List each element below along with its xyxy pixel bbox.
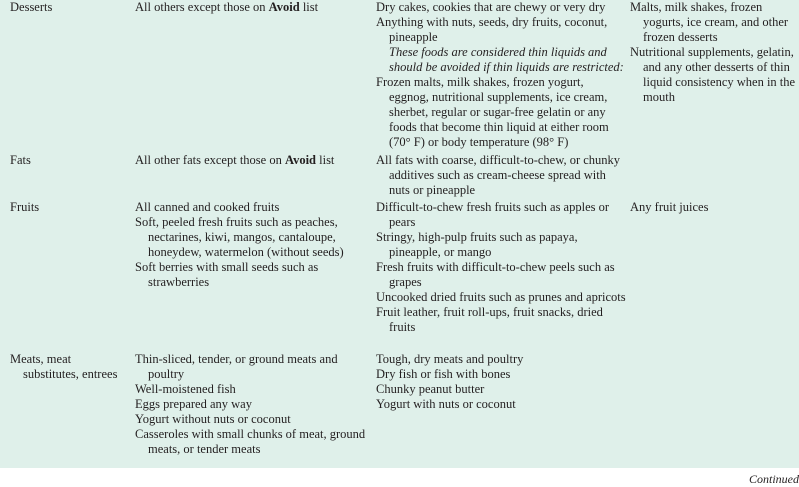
thin-liquid-note: These foods are considered thin liquids and should be avoided if thin liquids are restricted: (389, 45, 624, 74)
recommended-list (135, 352, 367, 457)
list-item: All other fats except those on Avoid list (135, 153, 335, 167)
list-item: All others except those on Avoid list (135, 0, 319, 14)
list-item: Anything with nuts, seeds, dry fruits, coconut, pineapple (376, 15, 608, 44)
avoid-list (376, 153, 626, 198)
list-item: Any fruit juices (630, 200, 709, 214)
avoid-list (376, 200, 626, 335)
emphasis: Avoid (268, 0, 300, 14)
list-item: Frozen malts, milk shakes, frozen yogurt, eggnog, nutritional supplements, ice cream, sherbet, regular or sugar-free gelatin or any foods that become thin liquid at either room (70° F) or body temperature (98° F) (376, 75, 609, 149)
list-item: Yogurt with nuts or coconut (376, 397, 516, 411)
row-category: Fats (10, 153, 31, 167)
list-item: Uncooked dried fruits such as prunes and apricots (376, 290, 626, 304)
avoid-list (376, 352, 626, 412)
list-item: Thin-sliced, tender, or ground meats and poultry (135, 352, 338, 381)
list-item: Difficult-to-chew fresh fruits such as apples or pears (376, 200, 610, 229)
recommended-list (135, 0, 367, 15)
list-item: Soft, peeled fresh fruits such as peaches, nectarines, kiwi, mangos, cantaloupe, honeydew, watermelon (without seeds) (135, 215, 344, 259)
continued-label: Continued (749, 472, 799, 486)
recommended-list (135, 200, 367, 290)
list-item: Nutritional supplements, gelatin, and any other desserts of thin liquid consistency when in the mouth (630, 45, 796, 104)
list-item: All fats with coarse, difficult-to-chew, or chunky additives such as cream-cheese spread with nuts or pineapple (376, 153, 621, 197)
emphasis: Avoid (284, 153, 316, 167)
list-item: Casseroles with small chunks of meat, ground meats, or tender meats (135, 427, 366, 456)
list-item: Dry fish or fish with bones (376, 367, 511, 381)
avoid-list (376, 0, 626, 150)
list-item: Tough, dry meats and poultry (376, 352, 524, 366)
list-item: Fresh fruits with difficult-to-chew peels such as grapes (376, 260, 615, 289)
row-category: Desserts (10, 0, 53, 14)
list-item: Fruit leather, fruit roll-ups, fruit snacks, dried fruits (376, 305, 603, 334)
notes-list (630, 200, 798, 215)
row-category: Meats, meat substitutes, entrees (10, 352, 118, 381)
list-item: Malts, milk shakes, frozen yogurts, ice cream, and other frozen desserts (630, 0, 789, 44)
notes-list (630, 0, 798, 105)
list-item: Yogurt without nuts or coconut (135, 412, 291, 426)
list-item: All canned and cooked fruits (135, 200, 280, 214)
list-item: Eggs prepared any way (135, 397, 252, 411)
list-item: Chunky peanut butter (376, 382, 485, 396)
list-item: Soft berries with small seeds such as strawberries (135, 260, 319, 289)
row-category: Fruits (10, 200, 40, 214)
recommended-list (135, 153, 367, 168)
list-item: Well-moistened fish (135, 382, 236, 396)
list-item: Dry cakes, cookies that are chewy or very dry (376, 0, 606, 14)
list-item: Stringy, high-pulp fruits such as papaya, pineapple, or mango (376, 230, 578, 259)
